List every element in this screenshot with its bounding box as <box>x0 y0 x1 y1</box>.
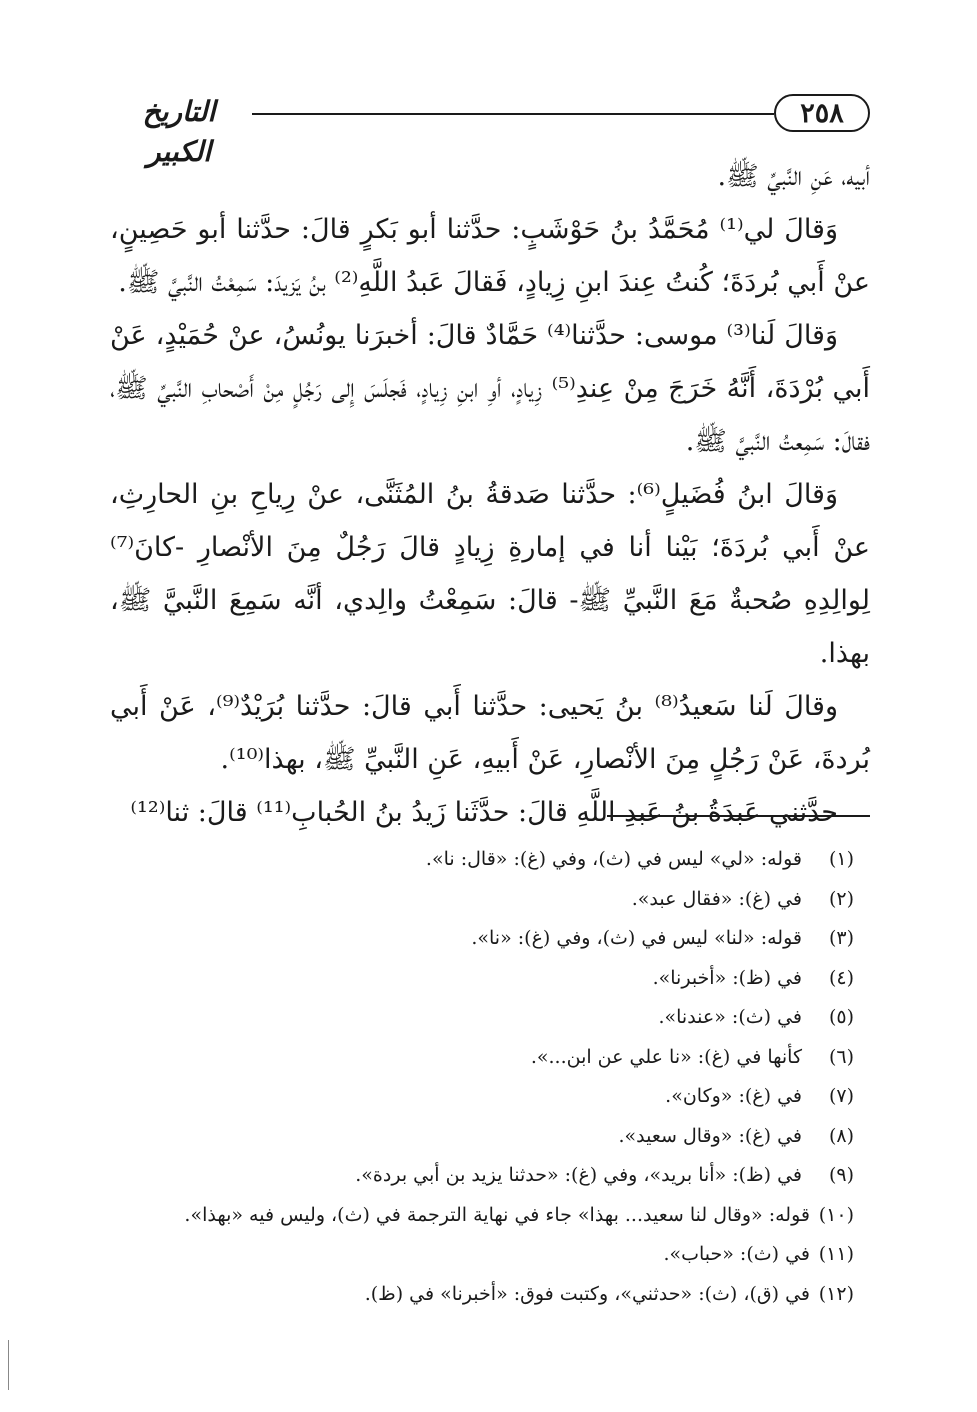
footnote-text: كأنها في (غ): «نا علي عن ابن...». <box>530 1045 802 1068</box>
footnote-item <box>110 1196 854 1236</box>
footnote-number: (٦) <box>828 1045 854 1068</box>
main-text <box>110 150 870 839</box>
footnote-number: (١٢) <box>818 1282 854 1305</box>
footnote-number: (٩) <box>828 1164 854 1186</box>
footnote-text: في (ث): «عندنا». <box>658 1006 802 1028</box>
paragraph: حدَّثني عَبدَةُ بنُ عَبدِ اللَّهِ قالَ: حدَّثَنا زَيدُ بنُ الحُبابِ⁽¹¹⁾ قالَ: ثنا⁽¹²⁾ <box>130 797 838 828</box>
footnote-item <box>110 1235 854 1275</box>
footnote-number: (٤) <box>828 966 854 989</box>
footnote-text: في (ث): «حباب». <box>663 1243 810 1265</box>
header-divider <box>252 113 774 115</box>
footnote-item <box>110 1077 854 1117</box>
footnote-number: (٢) <box>828 887 854 910</box>
footnote-item <box>110 1038 854 1078</box>
paragraph: وَقالَ لي⁽¹⁾ مُحَمَّدُ بنُ حَوْشَبٍ: حدَّثنا أبو بَكرٍ قالَ: حدَّثنا أبو حَصِينٍ، عنْ أَبي بُردَةَ؛ كُنتُ عِندَ ابنِ زِيادٍ، فَقالَ عَبدُ اللَّهِ⁽²⁾ بنُ يَزيدَ: سَمِعْتُ النَّبيَّ ﷺ. <box>110 214 870 298</box>
footnote-number: (٥) <box>828 1006 854 1028</box>
footnote-text: في (غ): «وقال سعيد». <box>618 1124 802 1147</box>
footnote-text: في (ظ): «أخبرنا». <box>652 966 802 989</box>
footnote-text: في (ق)، (ث): «حدثني»، وكتبت فوق: «أخبرنا» في (ظ). <box>364 1282 810 1305</box>
footnote-item <box>110 959 854 999</box>
paragraph: وَقالَ لَنا⁽³⁾ موسى: حدَّثنا⁽⁴⁾ حَمَّادٌ قالَ: أخبرَنا يونُسُ، عنْ حُمَيْدٍ، عَنْ أَبي بُرْدَةَ، أَنَّهُ خَرَجَ مِنْ عِندِ⁽⁵⁾ زِيادٍ، أوِ ابنِ زِيادٍ، فَجلَسَ إِلى رَجُلٍ مِنْ أَصْحابِ النَّبيِّ ﷺ، فقالَ: سَمِعتُ النَّبيَّ ﷺ. <box>110 320 870 457</box>
footnote-item <box>110 840 854 880</box>
footnote-number: (٨) <box>828 1124 854 1147</box>
footnote-number: (١١) <box>818 1243 854 1265</box>
footnote-number: (٧) <box>828 1085 854 1107</box>
footnote-divider <box>607 815 870 817</box>
footnote-text: قوله: «لنا» ليس في (ث)، وفي (غ): «نا». <box>471 927 802 949</box>
footnote-item <box>110 1117 854 1157</box>
scan-margin-mark <box>8 1340 9 1390</box>
footnote-item <box>110 1156 854 1196</box>
footnote-number: (١٠) <box>818 1203 854 1226</box>
footnote-text: في (غ): «فقال عبد». <box>631 887 802 910</box>
footnote-text: قوله: «وقال لنا سعيد... بهذا» جاء في نهاية الترجمة في (ث)، وليس فيه «بهذا». <box>184 1203 810 1226</box>
footnote-item <box>110 919 854 959</box>
footnote-item <box>110 880 854 920</box>
footnote-item <box>110 1275 854 1315</box>
footnote-text: قوله: «لي» ليس في (ث)، وفي (غ): «قال: نا». <box>425 848 802 870</box>
page-number: ٢٥٨ <box>774 94 870 132</box>
footnote-item <box>110 998 854 1038</box>
paragraph: وَقالَ ابنُ فُضَيلٍ⁽⁶⁾: حدَّثنا صَدقةُ بنُ المُثَنَّى، عنْ رِياحِ بنِ الحارِثِ، عنْ أَبي بُردَةَ؛ بَيْنا أنا في إمارةِ زِيادٍ قالَ رَجُلٌ مِنَ الأنْصارِ -كانَ⁽⁷⁾ لِوالِدِهِ صُحبةٌ مَعَ النَّبيِّ ﷺ- قالَ: سَمِعْتُ والِدي، أنَّه سَمِعَ النَّبيَّ ﷺ، بهذا. <box>110 479 870 669</box>
page-header <box>110 92 870 168</box>
footnote-text: في (ظ): «أنا بريد»، وفي (غ): «حدثنا يزيد بن أبي بردة». <box>355 1164 802 1186</box>
footnotes <box>110 840 854 1314</box>
footnote-number: (٣) <box>828 927 854 949</box>
paragraph: أبيه، عَنِ النَّبيِّ ﷺ. <box>717 161 870 192</box>
book-title: التاريخ الكبير <box>142 95 216 168</box>
paragraph: وقالَ لَنا سَعيدُ⁽⁸⁾ بنُ يَحيى: حدَّثنا أَبي قالَ: حدَّثنا بُرَيْدٌ⁽⁹⁾، عَنْ أَبي بُردةَ، عَنْ رَجُلٍ مِنَ الأنْصارِ، عَنْ أَبيهِ، عَنِ النَّبيِّ ﷺ، بهذا⁽¹⁰⁾. <box>110 691 870 775</box>
footnote-text: في (غ): «وكان». <box>665 1085 802 1107</box>
footnote-number: (١) <box>828 848 854 870</box>
